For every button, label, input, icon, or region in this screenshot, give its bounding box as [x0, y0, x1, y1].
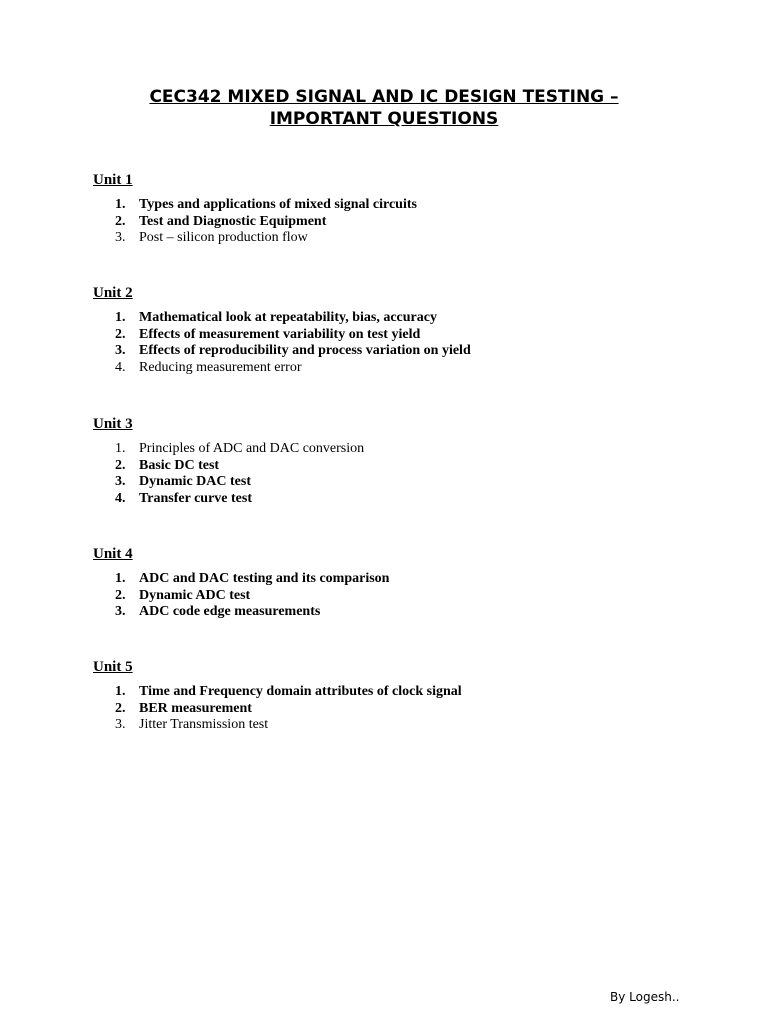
question-item [93, 360, 653, 377]
unit-section [93, 658, 653, 734]
question-item [93, 327, 653, 344]
question-item [93, 474, 653, 491]
unit-section [93, 284, 653, 376]
question-item [93, 588, 653, 605]
unit-section [93, 415, 653, 507]
question-text: ADC and DAC testing and its comparison [139, 571, 390, 586]
question-text: Dynamic ADC test [139, 587, 251, 603]
question-list [93, 441, 653, 507]
question-text: Types and applications of mixed signal circuits [139, 197, 417, 212]
unit-section [93, 545, 653, 621]
question-item [93, 684, 653, 701]
question-text: Transfer curve test [139, 490, 252, 506]
question-number: 3. [115, 230, 126, 245]
question-text: ADC code edge measurements [139, 604, 321, 619]
question-number: 1. [115, 310, 126, 325]
question-list [93, 197, 653, 247]
question-list [93, 571, 653, 621]
document-title-line1: CEC342 MIXED SIGNAL AND IC DESIGN TESTING – [149, 87, 619, 107]
question-item [93, 197, 653, 214]
question-item [93, 717, 653, 734]
question-text: BER measurement [139, 700, 252, 716]
question-number: 2. [115, 457, 126, 473]
question-number: 4. [115, 490, 126, 506]
question-item [93, 458, 653, 475]
question-item [93, 343, 653, 360]
question-item [93, 491, 653, 508]
question-item [93, 701, 653, 718]
question-number: 1. [115, 441, 126, 456]
question-item [93, 310, 653, 327]
author-signature: By Logesh.. [610, 990, 680, 1004]
question-number: 1. [115, 197, 126, 212]
question-number: 2. [115, 213, 126, 229]
question-text: Post – silicon production flow [139, 230, 308, 245]
unit-heading: Unit 2 [93, 285, 133, 301]
unit-heading: Unit 5 [93, 659, 133, 675]
unit-heading: Unit 1 [93, 172, 133, 188]
question-text: Reducing measurement error [139, 359, 302, 375]
question-item [93, 214, 653, 231]
question-number: 2. [115, 326, 126, 342]
question-text: Time and Frequency domain attributes of clock signal [139, 684, 462, 699]
question-text: Jitter Transmission test [139, 717, 269, 732]
question-text: Test and Diagnostic Equipment [139, 213, 327, 229]
question-list [93, 684, 653, 734]
question-item [93, 230, 653, 247]
question-item [93, 604, 653, 621]
question-text: Principles of ADC and DAC conversion [139, 441, 365, 456]
question-number: 4. [115, 359, 126, 375]
question-text: Dynamic DAC test [139, 474, 251, 489]
question-text: Mathematical look at repeatability, bias, accuracy [139, 310, 437, 325]
document-title [94, 86, 674, 130]
question-number: 2. [115, 700, 126, 716]
question-number: 1. [115, 684, 126, 699]
question-number: 2. [115, 587, 126, 603]
question-number: 3. [115, 474, 126, 489]
question-number: 3. [115, 717, 126, 732]
unit-heading: Unit 4 [93, 546, 133, 562]
question-list [93, 310, 653, 376]
unit-section [93, 171, 653, 247]
document-title-line2: IMPORTANT QUESTIONS [269, 109, 499, 129]
question-text: Effects of measurement variability on test yield [139, 326, 421, 342]
question-text: Effects of reproducibility and process variation on yield [139, 343, 471, 358]
question-text: Basic DC test [139, 457, 220, 473]
question-number: 3. [115, 604, 126, 619]
question-number: 3. [115, 343, 126, 358]
question-item [93, 571, 653, 588]
question-number: 1. [115, 571, 126, 586]
unit-heading: Unit 3 [93, 416, 133, 432]
question-item [93, 441, 653, 458]
